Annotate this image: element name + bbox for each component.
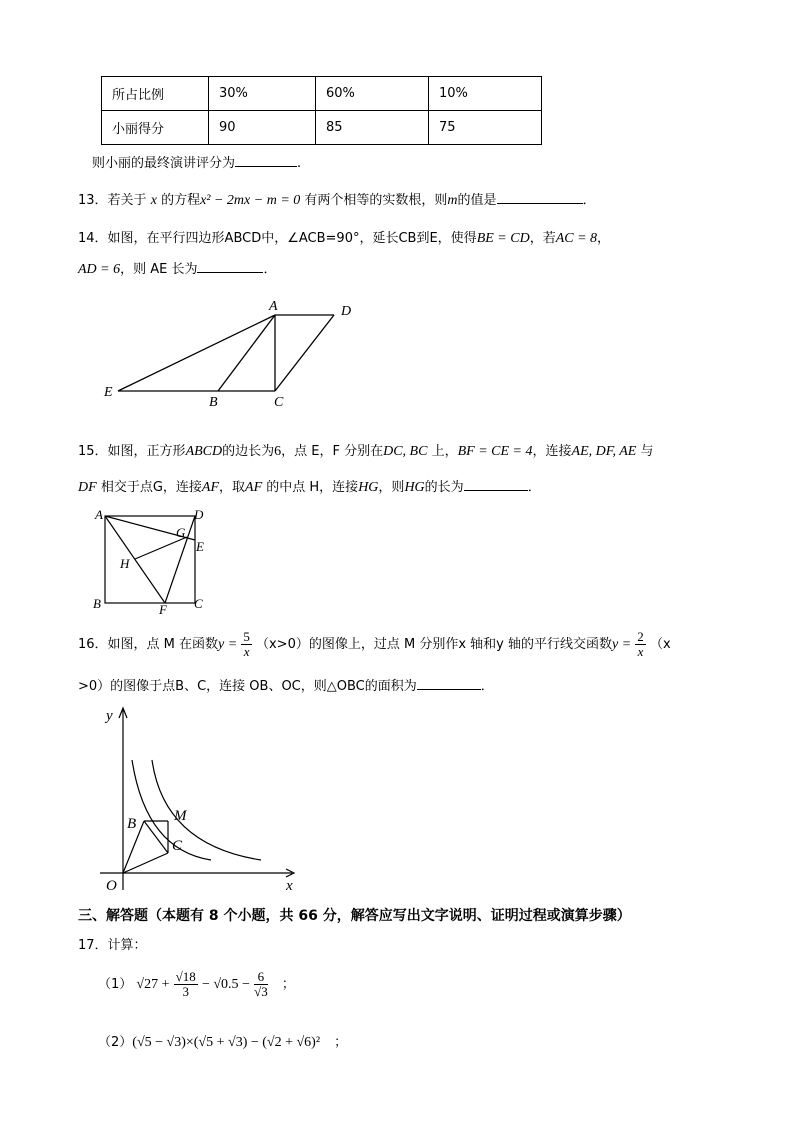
answer-blank: [235, 154, 297, 167]
question-16-line2: >0）的图像于点B、C，连接 OB、OC，则△OBC的面积为 ．: [78, 679, 494, 694]
line-HG: [135, 537, 187, 559]
label-B: B: [127, 816, 137, 832]
answer-blank: [197, 260, 263, 273]
line-BA: [218, 315, 275, 391]
label-B: B: [93, 596, 101, 611]
function-graph: [96, 700, 306, 896]
label-F: F: [159, 602, 167, 617]
table-row: [102, 77, 542, 111]
table-cell: 60%: [316, 77, 429, 111]
table-cell: 30%: [209, 77, 316, 111]
label-A: A: [95, 507, 103, 522]
question-13: 13．若关于 x 的方程x² − 2mx − m = 0 有两个相等的实数根，则m的值是 ．: [78, 193, 596, 208]
question-15-line2: DF 相交于点G，连接AF，取AF 的中点 H，连接HG，则HG的长为 ．: [78, 480, 541, 495]
question-16-line1: 16．如图，点 M 在函数y = $\frac{5}{x}$ （x>0）的图像上，过点 M 分别作x 轴和y 轴的平行线交函数y = $\frac{2}{x}$ （x: [78, 629, 671, 659]
answer-blank: [497, 191, 583, 204]
label-x: x: [286, 878, 293, 894]
table-cell: 90: [209, 111, 316, 145]
label-O: O: [106, 878, 117, 894]
line-EA: [118, 315, 275, 391]
label-B: B: [209, 395, 218, 410]
label-M: M: [174, 808, 187, 824]
table-cell: 75: [429, 111, 542, 145]
fraction-5-over-x: $\frac{5}{x}$: [243, 629, 250, 659]
section-heading: 三、解答题（本题有 8 个小题，共 66 分，解答应写出文字说明、证明过程或演算步骤）: [78, 908, 631, 924]
table-cell: 10%: [429, 77, 542, 111]
label-D: D: [341, 304, 352, 319]
line-DC: [275, 315, 334, 391]
q12-tail: 则小丽的最终演讲评分为 .: [92, 156, 302, 171]
answer-blank: [464, 478, 528, 491]
label-C: C: [194, 596, 203, 611]
score-table: [101, 76, 542, 145]
label-C: C: [172, 838, 183, 854]
question-15-line1: 15．如图，正方形ABCD的边长为6，点 E，F 分别在DC, BC 上，BF = CE = 4，连接AE, DF, AE 与: [78, 444, 654, 459]
label-E: E: [196, 539, 204, 554]
square-figure: [88, 502, 218, 618]
table-cell: 小丽得分: [102, 111, 209, 145]
table-row: [102, 111, 542, 145]
label-G: G: [176, 525, 186, 540]
question-17-part2: （2）(√5 − √3)×(√5 + √3) − (√2 + √6)² ；: [98, 1035, 348, 1050]
label-C: C: [274, 395, 284, 410]
label-H: H: [120, 556, 130, 571]
table-cell: 所占比例: [102, 77, 209, 111]
label-E: E: [104, 385, 113, 400]
question-14-line2: AD = 6，则 AE 长为 ．: [78, 262, 277, 277]
question-14-line1: 14．如图，在平行四边形ABCD中，∠ACB=90°，延长CB到E，使得BE = CD，若AC = 8，: [78, 231, 611, 246]
label-y: y: [106, 708, 113, 724]
table-cell: 85: [316, 111, 429, 145]
parallelogram-figure: [98, 294, 368, 414]
fraction-6-over-root3: $\frac{6}{√3}$: [254, 969, 268, 999]
fraction-root18-over-3: $\frac{√18}{3}$: [175, 969, 196, 999]
label-A: A: [269, 299, 278, 314]
question-17-title: 17．计算：: [78, 938, 147, 953]
answer-blank: [417, 677, 481, 690]
fraction-2-over-x: $\frac{2}{x}$: [637, 629, 644, 659]
question-17-part1: （1） √27 + $\frac{√18}{3}$ − √0.5 − $\frac{6}{√3}$ ；: [98, 969, 295, 999]
label-D: D: [194, 507, 204, 522]
